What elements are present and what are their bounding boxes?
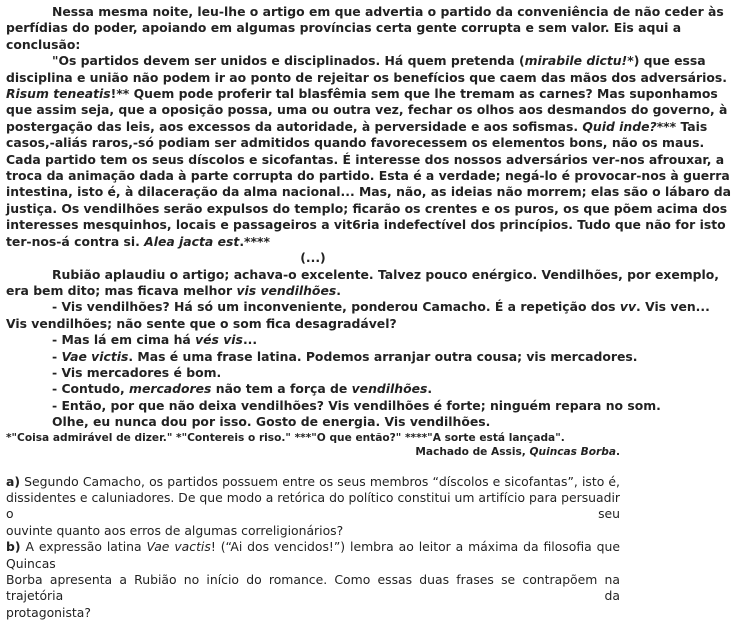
question-b: b) A expressão latina Vae vactis! (“Ai dos vencidos!”) lembra ao leitor a máxima da filosofia que Quincas — [6, 539, 620, 571]
question-a: a) Segundo Camacho, os partidos possuem entre os seus membros “díscolos e sicofantas”, isto é, — [6, 473, 620, 489]
quote-line: interesses mesquinhos, locais e passageiros a vit6ria indefectível dos princípios. Tudo que não for isto — [6, 217, 726, 233]
ellipsis-marker: (...) — [300, 250, 326, 266]
dialog-line: - Então, por que não deixa vendilhões? Vis vendilhões é forte; ninguém repara no som. — [52, 397, 661, 413]
text-line: Nessa mesma noite, leu-lhe o artigo em que advertia o partido da conveniência de não ceder às — [52, 4, 724, 19]
quote-line: que assim seja, que a oposição possa, uma ou outra vez, fechar os olhos aos desmandos do governo, à — [6, 102, 728, 118]
quote-line: justiça. Os vendilhões serão expulsos do templo; ficarão os crentes e os puros, os que põem acima dos — [6, 200, 728, 216]
quote-line: Cada partido tem os seus díscolos e sicofantas. É interesse dos nossos adversários ver-nos afrouxar, a — [6, 151, 725, 167]
quote-line: disciplina e união não podem ir ao ponto de rejeitar os benefícios que caem das mãos dos adversários. — [6, 69, 727, 85]
text-line: era bem dito; mas ficava melhor vis vendilhões. — [6, 282, 341, 298]
quote-line: "Os partidos devem ser unidos e disciplinados. Há quem pretenda (mirabile dictu!*) que essa — [52, 53, 706, 69]
text-line: conclusão: — [6, 36, 81, 52]
document — [6, 4, 731, 621]
question-line: protagonista? — [6, 604, 91, 620]
dialog-line: - Mas lá em cima há vés vis... — [52, 332, 258, 348]
quote-line: Risum teneatis!** Quem pode proferir tal blasfêmia sem que lhe tremam as carnes? Mas suponhamos — [6, 86, 718, 102]
text-line: perfídias do poder, apoiando em algumas províncias certa gente corrupta e sem valor. Eis aqui a — [6, 20, 682, 36]
footnotes: *"Coisa admirável de dizer." *"Contereis o riso." ***"O que então?" ****"A sorte está lançada". — [6, 431, 565, 444]
quote-line: troca da animação dada à parte corrupta do partido. Esta é a verdade; negá-lo é provocar-nos à guerra — [6, 168, 730, 184]
quote-line: ter-nos-á contra si. Alea jacta est.**** — [6, 233, 270, 249]
quote-line: postergação das leis, aos excessos da autoridade, à perversidade e aos sofismas. Quid inde?*** Tais — [6, 118, 708, 134]
quote-line: intestina, isto é, à dilaceração da alma nacional... Mas, não, as ideias não morrem; elas são o lábaro da — [6, 184, 731, 200]
source-citation: Machado de Assis, Quincas Borba. — [415, 445, 620, 458]
question-line: ouvinte quanto aos erros de algumas correligionários? — [6, 522, 344, 538]
dialog-line: Vis vendilhões; não sente que o som fica desagradável? — [6, 315, 397, 331]
dialog-line: - Contudo, mercadores não tem a força de vendilhões. — [52, 381, 433, 397]
dialog-line: - Vis mercadores é bom. — [52, 364, 222, 380]
text-line: Rubião aplaudiu o artigo; achava-o excelente. Talvez pouco enérgico. Vendilhões, por exemplo, — [52, 266, 720, 282]
quote-line: casos,-aliás raros,-só podiam ser admitidos quando favorecessem os elementos bons, não os maus. — [6, 135, 705, 151]
question-line: dissidentes e caluniadores. De que modo a retórica do político constitui um artifício para persuadir o seu — [6, 489, 620, 522]
dialog-line: - Vis vendilhões? Há só um inconveniente, ponderou Camacho. É a repetição dos vv. Vis ven... — [52, 299, 710, 315]
dialog-line: Olhe, eu nunca dou por isso. Gosto de energia. Vis vendilhões. — [52, 414, 491, 430]
question-line: Borba apresenta a Rubião no início do romance. Como essas duas frases se contrapõem na trajetória da — [6, 572, 620, 604]
dialog-line: - Vae victis. Mas é uma frase latina. Podemos arranjar outra cousa; vis mercadores. — [52, 348, 638, 364]
